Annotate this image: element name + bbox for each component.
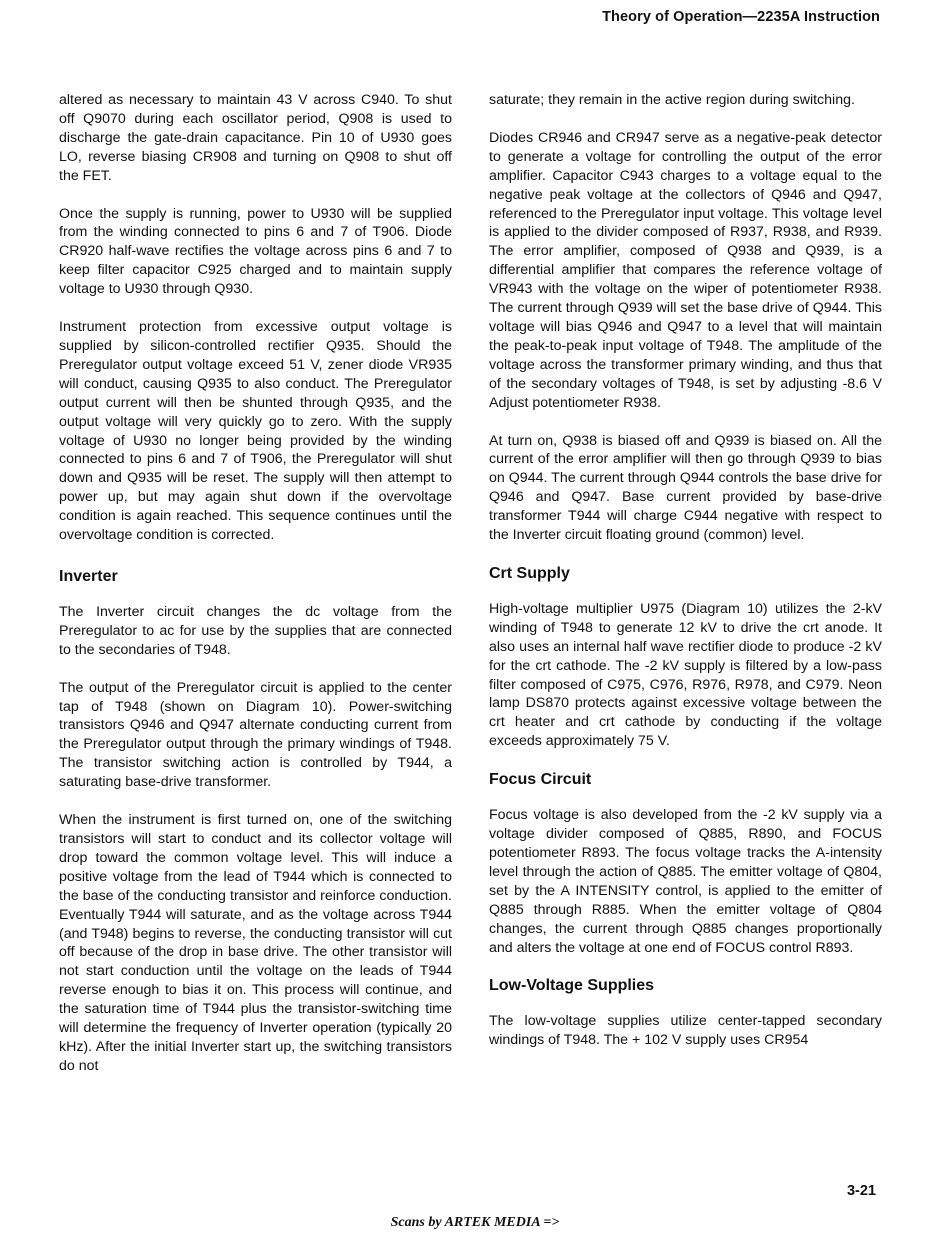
paragraph: The Inverter circuit changes the dc voltage from the Preregulator to ac for use by the supplies that are connected to the secondaries of T948.	[59, 603, 452, 658]
section-heading-inverter: Inverter	[59, 567, 118, 585]
paragraph: Instrument protection from excessive output voltage is supplied by silicon-controlled rectifier Q935. Should the Preregulator output voltage exceed 51 V, zener diode VR935 will conduct, causing Q935 to also conduct. The Preregulator output current will then be shunted through Q935, and the output voltage will very quickly go to zero. With the supply voltage of U930 no longer being provided by the winding connected to pins 6 and 7 of T906, the Preregulator will shut down and Q935 will be reset. The supply will then attempt to power up, but may again shut down if the overvoltage condition is again reached. This sequence continues until the overvoltage condition is corrected.	[59, 319, 452, 544]
paragraph: Focus voltage is also developed from the -2 kV supply via a voltage divider composed of Q885, R890, and FOCUS potentiometer R893. The focus voltage tracks the A-intensity level through the action of Q885. The emitter voltage of Q804, set by the A INTENSITY control, is applied to the emitter of Q885 through R885. When the emitter voltage of Q804 changes, the current through Q885 changes proportionally and alters the voltage at one end of FOCUS control R893.	[489, 807, 882, 956]
paragraph: At turn on, Q938 is biased off and Q939 is biased on. All the current of the error amplifier will then go through Q939 to bias on Q944. The current through Q944 controls the base drive for Q946 and Q947. Base current provided by base-drive transformer T944 will charge C944 negative with respect to the Inverter circuit floating ground (common) level.	[489, 432, 882, 544]
scan-credit-footer: Scans by ARTEK MEDIA =>	[390, 1215, 560, 1230]
paragraph: Once the supply is running, power to U930 will be supplied from the winding connected to pins 6 and 7 of T906. Diode CR920 half-wave rectifies the voltage across pins 6 and 7 to keep filter capacitor C925 charged and to maintain supply voltage to U930 through Q930.	[59, 205, 452, 298]
paragraph: High-voltage multiplier U975 (Diagram 10) utilizes the 2-kV winding of T948 to generate 12 kV to drive the crt anode. It also uses an internal half wave rectifier diode to produce -2 kV for the crt cathode. The -2 kV supply is filtered by a low-pass filter composed of C975, C976, R976, R978, and C979. Neon lamp DS870 protects against excessive voltage between the crt heater and crt cathode by conducting if the voltage exceeds approximately 75 V.	[489, 600, 882, 750]
section-heading-focus-circuit: Focus Circuit	[489, 771, 592, 789]
running-header: Theory of Operation—2235A Instruction	[602, 9, 880, 25]
paragraph: The low-voltage supplies utilize center-tapped secondary windings of T948. The + 102 V supply uses CR954	[489, 1013, 882, 1049]
paragraph: saturate; they remain in the active region during switching.	[489, 92, 855, 108]
section-heading-crt-supply: Crt Supply	[489, 564, 570, 582]
left-column	[59, 91, 452, 1076]
paragraph: When the instrument is first turned on, one of the switching transistors will start to conduct and its collector voltage will drop toward the common voltage level. This will induce a positive voltage from the lead of T944 which is connected to the base of the conducting transistor and reinforce conduction. Eventually T944 will saturate, and as the voltage across T944 (and T948) begins to reverse, the conducting transistor will cut off because of the drop in base drive. The other transistor will not start conduction until the voltage on the leads of T944 reverse enough to bias it on. This process will continue, and the saturation time of T944 plus the transistor-switching time will determine the frequency of Inverter operation (typically 20 kHz). After the initial Inverter start up, the switching transistors do not	[59, 812, 452, 1074]
page-number: 3-21	[846, 1183, 876, 1199]
paragraph: Diodes CR946 and CR947 serve as a negative-peak detector to generate a voltage for controlling the output of the error amplifier. Capacitor C943 charges to a voltage equal to the negative peak voltage at the collectors of Q946 and Q947, referenced to the Preregulator input voltage. This voltage level is applied to the divider composed of R937, R938, and R939. The error amplifier, composed of Q938 and Q939, is a differential amplifier that compares the reference voltage of VR943 with the voltage on the wiper of potentiometer R938. The current through Q939 will set the base drive of Q944. This voltage will bias Q946 and Q947 to a level that will maintain the peak-to-peak input voltage of T948. The amplitude of the voltage across the transformer primary winding, and thus that of the secondary voltages of T948, is set by adjusting -8.6 V Adjust potentiometer R938.	[489, 129, 882, 411]
right-column	[489, 91, 882, 1050]
section-heading-low-voltage-supplies: Low-Voltage Supplies	[489, 977, 655, 995]
paragraph: altered as necessary to maintain 43 V across C940. To shut off Q9070 during each oscillator period, Q908 is used to discharge the gate-drain capacitance. Pin 10 of U930 goes LO, reverse biasing CR908 and turning on Q908 to shut off the FET.	[59, 92, 452, 184]
paragraph: The output of the Preregulator circuit is applied to the center tap of T948 (shown on Diagram 10). Power-switching transistors Q946 and Q947 alternate conducting current from the Preregulator output through the primary windings of T948. The transistor switching action is controlled by T944, a saturating base-drive transformer.	[59, 679, 452, 791]
